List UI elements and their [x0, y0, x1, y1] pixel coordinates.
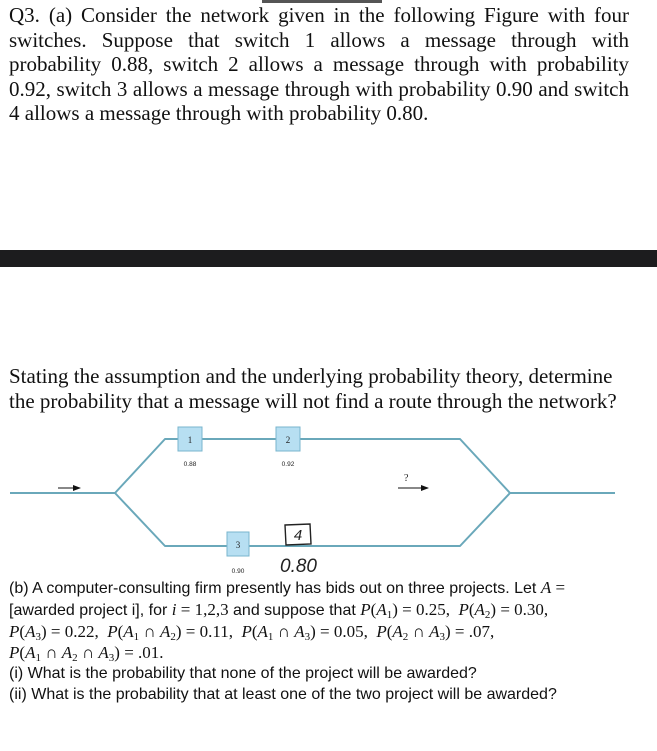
question-3b-block: [9, 577, 641, 705]
switch-2-probability: 0.92: [281, 461, 295, 468]
partb-intro-text: (b) A computer-consulting firm presently has bids out on three projects. Let: [9, 580, 537, 597]
handwritten-4: 4: [293, 527, 303, 544]
question-3a-text: Q3. (a) Consider the network given in the following Figure with four switches. Suppose that switch 1 allows a message through with probability 0.88, switch 2 allows a message through with probability 0.92, switch 3 allows a message through with probability 0.90 and switch 4 allows a message through with probability 0.80.: [9, 3, 629, 125]
switch-1-probability: 0.88: [183, 461, 197, 468]
switch-3-probability: 0.90: [231, 568, 245, 575]
partb-suppose-text: and suppose that: [233, 602, 356, 619]
handwritten-probability-0-80: 0.80: [280, 556, 317, 575]
partb-question-ii: (ii) What is the probability that at least one of the two project will be awarded?: [9, 686, 557, 703]
question-instruction-text: Stating the assumption and the underlying probability theory, determine the probability that a message will not find a route through the network?: [9, 364, 617, 413]
output-question-label: ?: [404, 473, 409, 484]
upper-branch-line: [115, 439, 510, 493]
partb-probabilities-line: $P(A_3) = 0.22$, $P(A_1$ ∩ $A_2) = 0.11$, $P(A_1$ ∩ $A_3) = 0.05$, $P(A_2$ ∩ $A_3) = .07$,: [9, 622, 495, 643]
partb-line-2: [awarded project i], for i = 1,2,3 and suppose that $P(A_1) = 0.25$, $P(A_2) = 0.30$,: [9, 600, 549, 621]
switch-3-label: 3: [235, 540, 241, 550]
switch-1-label: 1: [187, 435, 193, 445]
switch-2-label: 2: [285, 435, 291, 445]
dark-separator-bar: [0, 250, 657, 267]
partb-question-i: (i) What is the probability that none of the project will be awarded?: [9, 665, 477, 682]
lower-branch-line: [115, 493, 510, 546]
partb-line-1: (b) A computer-consulting firm presently has bids out on three projects. Let A =: [9, 578, 566, 597]
network-diagram: [0, 415, 657, 575]
partb-event-definition: [awarded project i], for: [9, 602, 168, 619]
partb-triple-intersection-line: $P(A_1$ ∩ $A_2$ ∩ $A_3) = .01$.: [9, 643, 164, 664]
